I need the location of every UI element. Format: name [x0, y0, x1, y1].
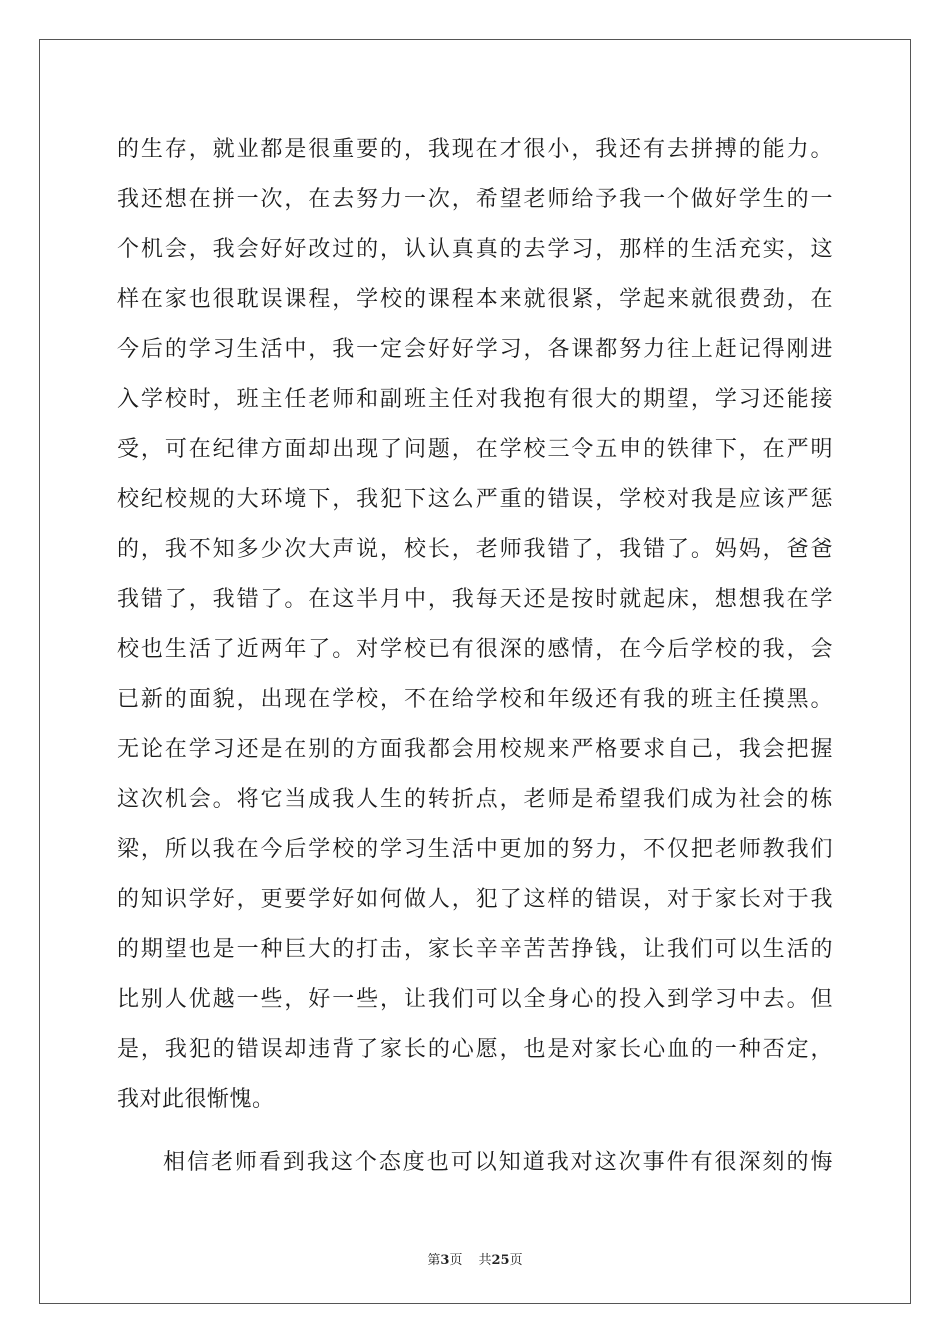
page-footer: [0, 1249, 950, 1268]
document-body: [117, 125, 833, 1188]
text-line: 我还想在拼一次，在去努力一次，希望老师给予我一个做好学生的一: [117, 187, 833, 212]
paragraph-spacer: [117, 1125, 833, 1138]
total-pages-label: 共25页: [478, 1253, 523, 1268]
paragraph-1: [117, 125, 833, 1125]
text-line: 受，可在纪律方面却出现了问题，在学校三令五申的铁律下，在严明: [117, 437, 833, 462]
paragraph-2: [117, 1138, 833, 1188]
text-line: 相信老师看到我这个态度也可以知道我对这次事件有很深刻的悔: [163, 1150, 833, 1175]
text-line: 的知识学好，更要学好如何做人，犯了这样的错误，对于家长对于我: [117, 887, 833, 912]
current-page-number: 3: [440, 1253, 450, 1268]
text-line: 校纪校规的大环境下，我犯下这么严重的错误，学校对我是应该严惩: [117, 487, 833, 512]
text-line: 是，我犯的错误却违背了家长的心愿，也是对家长心血的一种否定，: [117, 1037, 833, 1062]
text-line: 我错了，我错了。在这半月中，我每天还是按时就起床，想想我在学: [117, 587, 833, 612]
text-line: 入学校时，班主任老师和副班主任对我抱有很大的期望，学习还能接: [117, 387, 833, 412]
text-line: 个机会，我会好好改过的，认认真真的去学习，那样的生活充实，这: [117, 237, 833, 262]
text-line: 的生存，就业都是很重要的，我现在才很小，我还有去拼搏的能力。: [117, 137, 833, 162]
text-line: 今后的学习生活中，我一定会好好学习，各课都努力往上赶记得刚进: [117, 337, 833, 362]
text-line: 已新的面貌，出现在学校，不在给学校和年级还有我的班主任摸黑。: [117, 687, 833, 712]
text-line: 校也生活了近两年了。对学校已有很深的感情，在今后学校的我，会: [117, 637, 833, 662]
total-page-count: 25: [491, 1253, 510, 1268]
text-line: 我对此很惭愧。: [117, 1087, 275, 1112]
text-line: 的，我不知多少次大声说，校长，老师我错了，我错了。妈妈，爸爸: [117, 537, 833, 562]
text-line: 比别人优越一些，好一些，让我们可以全身心的投入到学习中去。但: [117, 987, 833, 1012]
text-line: 这次机会。将它当成我人生的转折点，老师是希望我们成为社会的栋: [117, 787, 833, 812]
page-number-label: 第3页: [427, 1253, 463, 1268]
text-line: 的期望也是一种巨大的打击，家长辛辛苦苦挣钱，让我们可以生活的: [117, 937, 833, 962]
text-line: 样在家也很耽误课程，学校的课程本来就很紧，学起来就很费劲，在: [117, 287, 833, 312]
text-line: 梁，所以我在今后学校的学习生活中更加的努力，不仅把老师教我们: [117, 837, 833, 862]
text-line: 无论在学习还是在别的方面我都会用校规来严格要求自己，我会把握: [117, 737, 833, 762]
